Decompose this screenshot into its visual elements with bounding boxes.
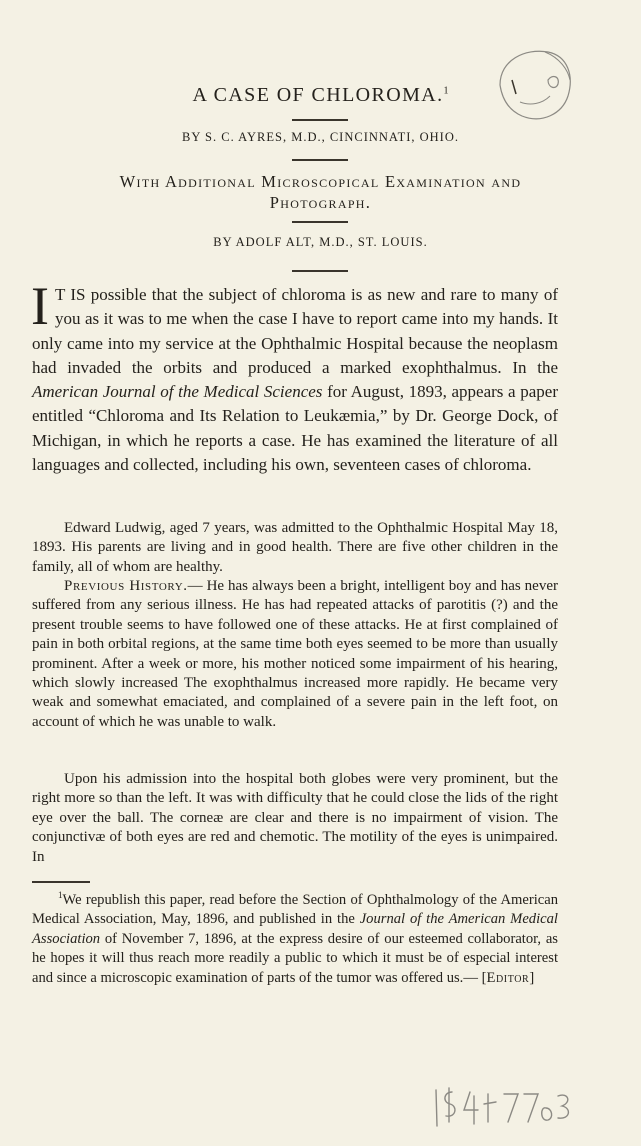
second-author-divider (292, 270, 348, 272)
footnote-divider (32, 881, 90, 883)
subtitle: With Additional Microscopical Examination and Photograph. (119, 172, 522, 212)
author-divider (292, 159, 348, 161)
second-author-line: BY ADOLF ALT, M.D., ST. LOUIS. (213, 235, 428, 249)
drop-cap: I (31, 276, 49, 336)
history-paragraph: Previous History.— He has always been a bright, intelligent boy and has never suffered from any serious illness. He has had repeated attacks of parotitis (?) and the present trouble seems to have followed one of these attacks. He at first complained of pain in both orbital regions, at the same time both eyes seemed to be more than usually prominent. After a week or more, his mother noticed some impairment of his hearing, which slowly increased The exophthalmus increased more rapidly. He became very weak and somewhat emaciated, and complained of a severe pain in the left foot, on account of which he was unable to walk. (32, 578, 558, 730)
handwritten-catalog-number (430, 1082, 580, 1132)
intro-paragraph: I T IS possible that the subject of chloroma is as new and rare to many of you as it was to me when the case I have to report came into my hands. It only came into my service at the Ophthalmic Hospital because the neoplasm had invaded the orbits and produced a marked exophthalmus. In the American Journal of the Medical Sciences for August, 1893, appears a paper entitled “Chloroma and Its Relation to Leukæmia,” by Dr. George Dock, of Michigan, in which he reports a case. He has examined the literature of all languages and collected, including his own, seventeen cases of chloroma. (31, 276, 559, 475)
case-paragraph: Edward Ludwig, aged 7 years, was admitted to the Ophthalmic Hospital May 18, 1893. His parents are living and in good health. There are five other children in the family, all of whom are healthy. (32, 520, 558, 575)
article-title: A CASE OF CHLOROMA.$^1$ (192, 84, 449, 106)
title-divider (292, 119, 348, 121)
admission-paragraph: Upon his admission into the hospital both globes were very prominent, but the right more so than the left. It was with difficulty that he could close the lids of the right eye over the ball. The corneæ are clear and there is no impairment of vision. The conjunctivæ of both eyes are red and chemotic. The motility of the eyes is unimpaired. In (32, 771, 558, 865)
author-line: BY S. C. AYRES, M.D., CINCINNATI, OHIO. (182, 130, 459, 144)
footnote: $^1$We republish this paper, read before the Section of Ophthalmology of the American Medical Association, May, 1896, and published in the Journal of the American Medical Association of November 7, 1896, at the express desire of our esteemed collaborator, as he hopes it will thus reach more readily a public to which it must be of especial interest and since a microscopic examination of parts of the tumor was offered us.— [Editor] (32, 890, 558, 986)
footnote-journal-reference: Journal of the American Medical Association (32, 911, 558, 947)
section-label: Previous History. (64, 578, 188, 594)
subtitle-divider (292, 221, 348, 223)
journal-reference: American Journal of the Medical Sciences (32, 382, 323, 402)
